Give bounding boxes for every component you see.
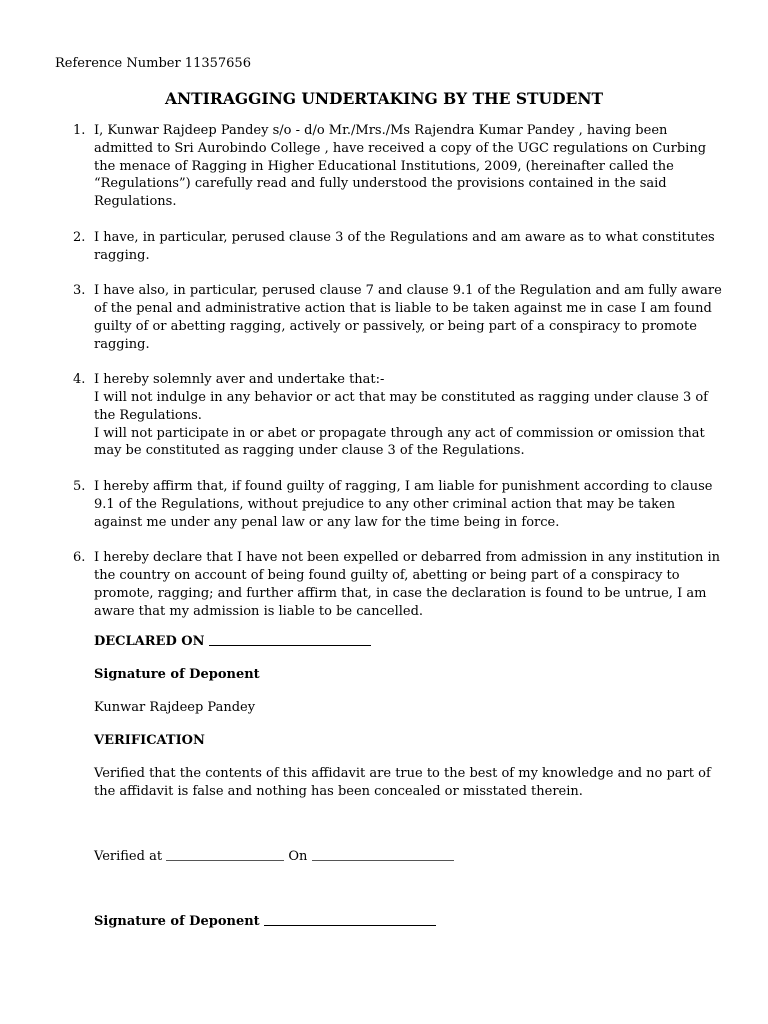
reference-number: Reference Number 11357656 [55,56,251,71]
declared-on-date-field[interactable] [209,644,371,646]
undertaking-list [73,122,722,638]
verification-line: the affidavit is false and nothing has been concealed or misstated therein. [94,783,583,799]
signature-of-deponent-label: Signature of Deponent [94,667,260,682]
item-line: I will not indulge in any behavior or act that may be constituted as ragging under clause 3 of [94,389,708,405]
undertaking-item-6 [73,549,721,620]
item-line: admitted to Sri Aurobindo College , have received a copy of the UGC regulations on Curbing [94,140,707,156]
verification-heading: VERIFICATION [94,733,205,748]
item-number: 6. [73,550,86,566]
item-line: guilty of or abetting ragging, actively or passively, or being part of a conspiracy to promote [94,318,697,334]
item-number: 4. [73,372,86,388]
undertaking-item-3 [73,282,722,353]
item-line: Regulations. [94,194,177,210]
verified-on-date-field[interactable] [312,859,454,861]
final-signature-label: Signature of Deponent [94,914,260,929]
undertaking-item-5 [73,478,718,531]
item-line: against me under any penal law or any law for the time being in force. [94,514,560,530]
item-line: I have, in particular, perused clause 3 of the Regulations and am aware as to what constitutes [94,229,715,245]
on-label: On [288,849,308,864]
item-line: I hereby solemnly aver and undertake that:- [94,372,385,388]
item-number: 2. [73,229,86,245]
undertaking-item-2 [73,229,718,265]
item-number: 3. [73,283,86,299]
item-line: I hereby declare that I have not been expelled or debarred from admission in any institution in [94,550,721,566]
undertaking-item-4 [73,371,718,460]
item-line: 9.1 of the Regulations, without prejudice to any other criminal action that may be taken [94,496,676,512]
item-line: of the penal and administrative action that is liable to be taken against me in case I am found [94,300,712,316]
item-number: 5. [73,478,86,494]
undertaking-item-1 [73,122,718,211]
final-signature-field[interactable] [264,924,436,926]
declared-on-line [94,633,371,651]
item-line: “Regulations”) carefully read and fully understood the provisions contained in the said [94,176,667,192]
document-title: ANTIRAGGING UNDERTAKING BY THE STUDENT [164,89,604,108]
item-line: aware that my admission is liable to be cancelled. [94,603,424,619]
item-line: ragging. [94,336,150,352]
verified-at-place-field[interactable] [166,859,284,861]
item-line: the Regulations. [94,407,202,423]
item-line: the country on account of being found guilty of, abetting or being part of a conspiracy to [94,567,680,583]
item-line: I will not participate in or abet or propagate through any act of commission or omission that [94,425,705,441]
verified-at-label: Verified at [94,849,163,864]
deponent-name: Kunwar Rajdeep Pandey [94,700,256,715]
verification-line: Verified that the contents of this affidavit are true to the best of my knowledge and no part of [94,766,711,781]
item-line: the menace of Ragging in Higher Educational Institutions, 2009, (hereinafter called the [94,158,674,174]
item-line: ragging. [94,247,150,263]
item-line: may be constituted as ragging under clause 3 of the Regulations. [94,443,525,459]
item-line: promote, ragging; and further affirm that, in case the declaration is found to be untrue, I am [94,585,707,601]
item-number: 1. [73,123,86,138]
item-line: I, Kunwar Rajdeep Pandey s/o - d/o Mr./Mrs./Ms Rajendra Kumar Pandey , having been [94,123,668,138]
item-line: I have also, in particular, perused clause 7 and clause 9.1 of the Regulation and am fully aware [94,283,722,299]
verification-text [94,765,711,801]
item-line: I hereby affirm that, if found guilty of ragging, I am liable for punishment according to clause [94,478,713,494]
final-signature-line [94,913,436,931]
verified-at-line [94,848,454,866]
declared-on-label: DECLARED ON [94,634,205,649]
